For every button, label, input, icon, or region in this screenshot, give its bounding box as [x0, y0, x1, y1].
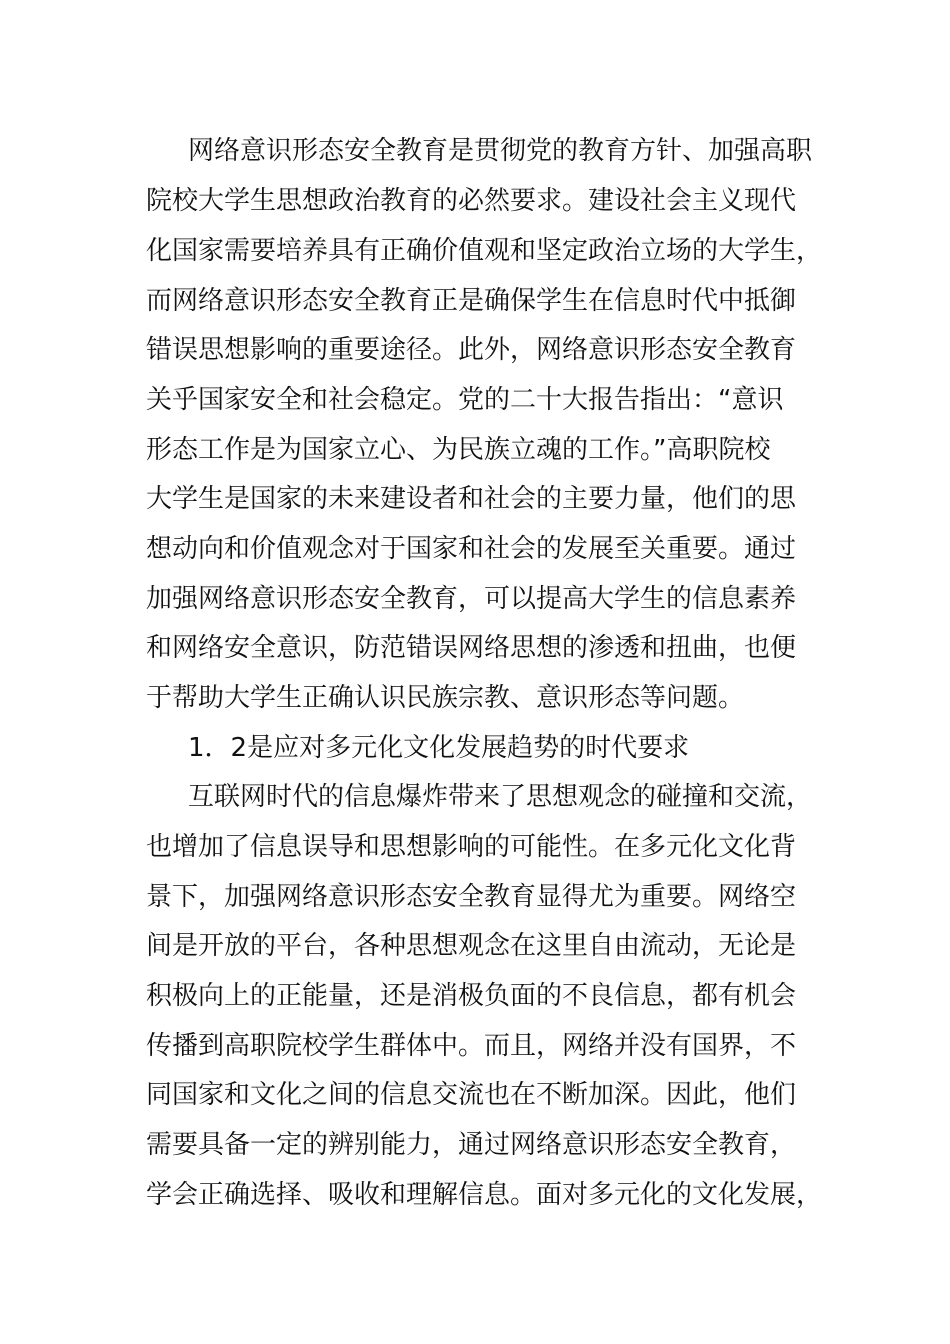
paragraph-1-line-2: 院校大学生思想政治教育的必然要求。建设社会主义现代 [146, 186, 797, 216]
paragraph-2-line-5: 积极向上的正能量，还是消极负面的不良信息，都有机会 [146, 981, 797, 1011]
paragraph-1-line-5: 错误思想影响的重要途径。此外，网络意识形态安全教育 [146, 335, 797, 365]
paragraph-1-line-8: 大学生是国家的未来建设者和社会的主要力量，他们的思 [146, 484, 797, 514]
paragraph-1-line-11: 和网络安全意识，防范错误网络思想的渗透和扭曲，也便 [146, 633, 797, 663]
paragraph-2-line-7: 同国家和文化之间的信息交流也在不断加深。因此，他们 [146, 1080, 797, 1110]
paragraph-1-line-3: 化国家需要培养具有正确价值观和坚定政治立场的大学生， [146, 236, 823, 266]
paragraph-1-line-4: 而网络意识形态安全教育正是确保学生在信息时代中抵御 [146, 286, 797, 316]
paragraph-2-line-2: 也增加了信息误导和思想影响的可能性。在多元化文化背 [146, 832, 797, 862]
paragraph-1-line-9: 想动向和价值观念对于国家和社会的发展至关重要。通过 [146, 534, 797, 564]
paragraph-1-line-12: 于帮助大学生正确认识民族宗教、意识形态等问题。 [146, 683, 745, 713]
paragraph-1-line-6: 关乎国家安全和社会稳定。党的二十大报告指出：“意识 [146, 385, 784, 415]
paragraph-2-line-4: 间是开放的平台，各种思想观念在这里自由流动，无论是 [146, 931, 797, 961]
paragraph-2-line-9: 学会正确选择、吸收和理解信息。面对多元化的文化发展， [146, 1180, 823, 1210]
paragraph-1-line-10: 加强网络意识形态安全教育，可以提高大学生的信息素养 [146, 584, 797, 614]
paragraph-1-line-7: 形态工作是为国家立心、为民族立魂的工作。”高职院校 [146, 435, 771, 465]
paragraph-2-line-1: 互联网时代的信息爆炸带来了思想观念的碰撞和交流， [188, 782, 813, 812]
paragraph-2-line-8: 需要具备一定的辨别能力，通过网络意识形态安全教育， [146, 1130, 797, 1160]
paragraph-2-line-6: 传播到高职院校学生群体中。而且，网络并没有国界，不 [146, 1031, 797, 1061]
section-heading: 1．2是应对多元化文化发展趋势的时代要求 [188, 733, 690, 763]
paragraph-1-line-1: 网络意识形态安全教育是贯彻党的教育方针、加强高职 [188, 136, 813, 166]
paragraph-2-line-3: 景下，加强网络意识形态安全教育显得尤为重要。网络空 [146, 882, 797, 912]
